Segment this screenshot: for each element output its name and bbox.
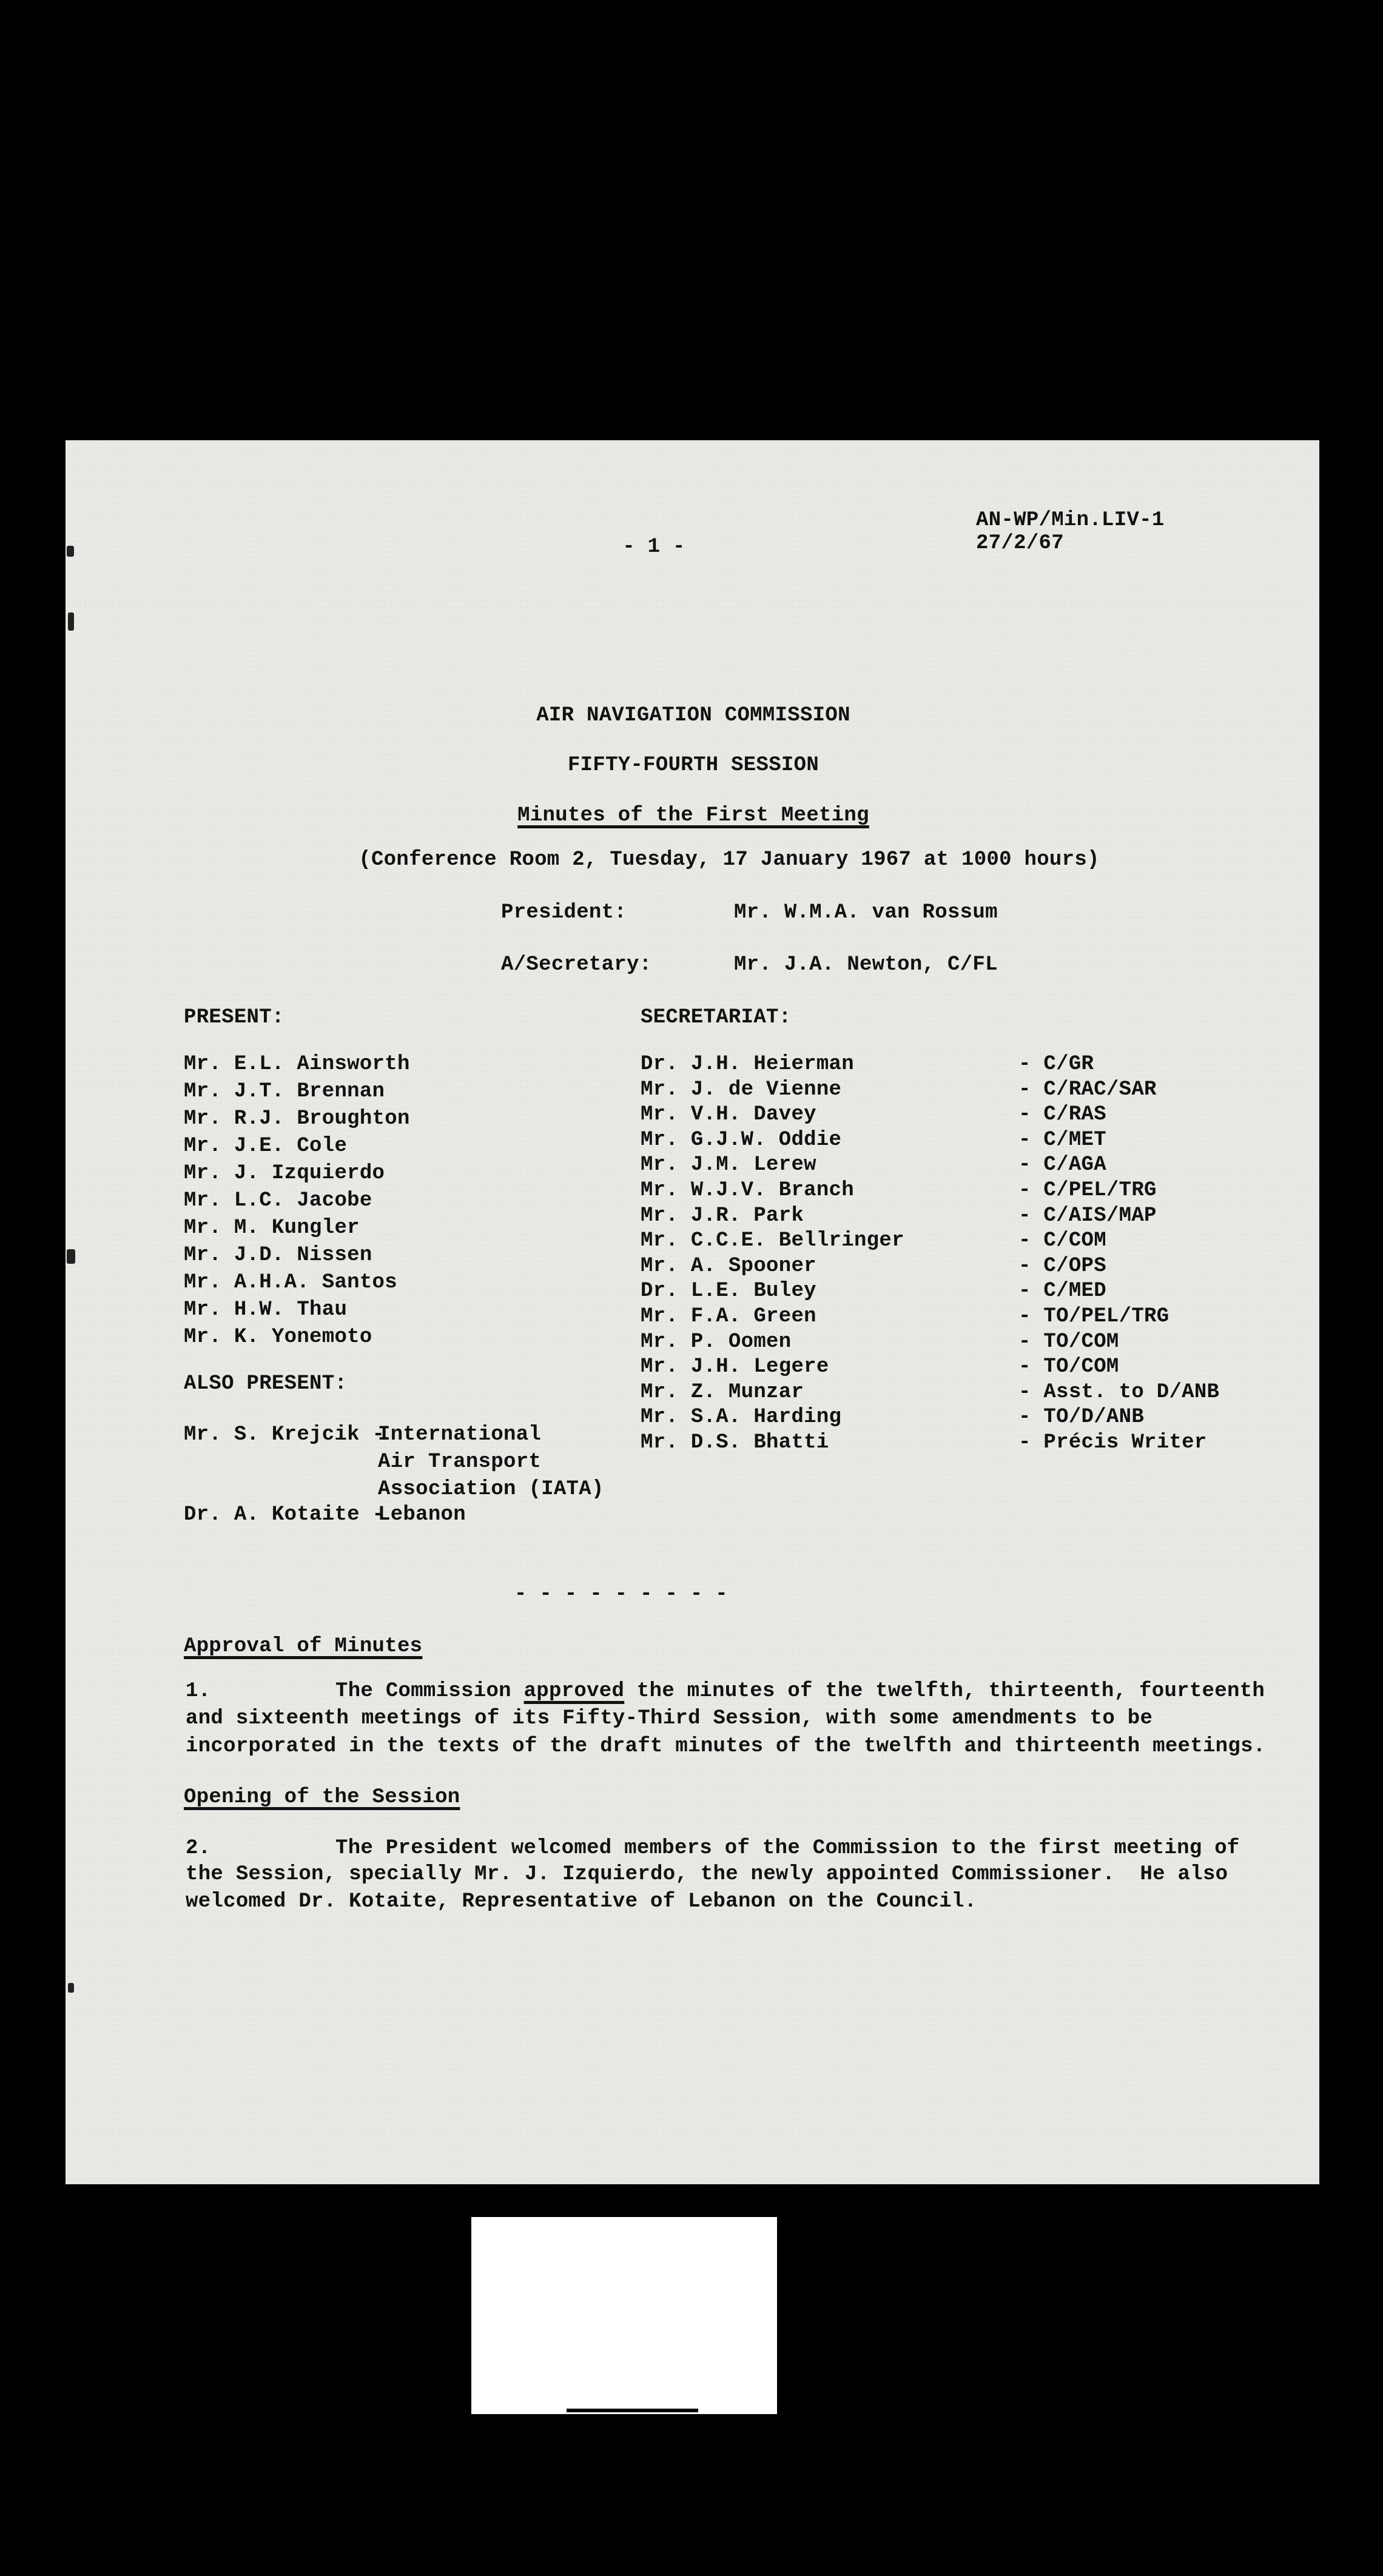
present-member: Mr. J.D. Nissen: [184, 1244, 372, 1267]
secretariat-member-name: Mr. J.R. Park: [641, 1204, 804, 1227]
blank-target-card: [471, 2217, 777, 2414]
session-title: FIFTY-FOURTH SESSION: [567, 754, 819, 777]
secretariat-member-name: Mr. Z. Munzar: [641, 1380, 804, 1404]
paragraph-number: 2.: [186, 1837, 211, 1860]
margin-mark: [67, 1249, 75, 1264]
paragraph-2-line: The President welcomed members of the Commission to the first meeting of: [335, 1837, 1240, 1860]
secretariat-member-post: - C/AIS/MAP: [1018, 1204, 1157, 1227]
paragraph-number: 1.: [186, 1680, 211, 1703]
secretariat-member-name: Mr. D.S. Bhatti: [641, 1431, 829, 1454]
also-present-org: Air Transport: [378, 1451, 542, 1474]
secretariat-member-name: Mr. V.H. Davey: [641, 1103, 816, 1127]
secretariat-member-name: Mr. F.A. Green: [641, 1305, 816, 1328]
present-member: Mr. H.W. Thau: [184, 1298, 348, 1321]
secretary-label: A/Secretary:: [501, 953, 652, 976]
meeting-title: Minutes of the First Meeting: [517, 804, 869, 827]
secretariat-member-name: Mr. J. de Vienne: [641, 1078, 842, 1101]
secretariat-member-name: Mr. A. Spooner: [641, 1254, 816, 1278]
president-name: Mr. W.M.A. van Rossum: [734, 901, 998, 924]
secretariat-member-post: - C/MED: [1018, 1280, 1106, 1303]
secretary-name: Mr. J.A. Newton, C/FL: [734, 953, 998, 976]
paragraph-1-line: and sixteenth meetings of its Fifty-Third Session, with some amendments to be: [186, 1707, 1153, 1730]
also-present-org: International: [378, 1423, 542, 1446]
text: the minutes of the twelfth, thirteenth, fourteenth: [624, 1680, 1265, 1703]
secretariat-member-name: Mr. J.H. Legere: [641, 1355, 829, 1379]
secretariat-member-name: Mr. G.J.W. Oddie: [641, 1128, 842, 1152]
secretariat-member-name: Mr. S.A. Harding: [641, 1406, 842, 1429]
secretariat-member-post: - C/PEL/TRG: [1018, 1179, 1157, 1202]
present-member: Mr. J.E. Cole: [184, 1135, 348, 1158]
document-reference: AN-WP/Min.LIV-1: [976, 509, 1165, 532]
present-member: Mr. J.T. Brennan: [184, 1080, 385, 1103]
secretariat-member-post: - C/OPS: [1018, 1254, 1106, 1278]
paragraph-1-line: incorporated in the texts of the draft minutes of the twelfth and thirteenth meetings.: [186, 1735, 1266, 1758]
present-heading: PRESENT:: [184, 1006, 284, 1029]
secretariat-member-post: - C/COM: [1018, 1229, 1106, 1253]
paragraph-2-line: the Session, specially Mr. J. Izquierdo, the newly appointed Commissioner. He also: [186, 1863, 1228, 1886]
secretariat-member-post: - TO/COM: [1018, 1330, 1119, 1353]
film-mark: [567, 2409, 698, 2412]
section-heading-opening: Opening of the Session: [184, 1786, 460, 1809]
secretariat-member-post: - C/AGA: [1018, 1153, 1106, 1177]
president-label: President:: [501, 901, 627, 924]
present-member: Mr. E.L. Ainsworth: [184, 1053, 410, 1076]
commission-title: AIR NAVIGATION COMMISSION: [536, 704, 850, 727]
also-present-org: Association (IATA): [378, 1478, 604, 1501]
secretariat-member-post: - TO/D/ANB: [1018, 1406, 1145, 1429]
section-heading-approval: Approval of Minutes: [184, 1635, 423, 1658]
page-number: - 1 -: [622, 535, 685, 558]
secretariat-member-name: Mr. W.J.V. Branch: [641, 1179, 854, 1202]
margin-mark: [68, 612, 74, 631]
secretariat-member-post: - C/RAS: [1018, 1103, 1106, 1127]
present-member: Mr. M. Kungler: [184, 1216, 360, 1239]
text: The Commission: [335, 1680, 524, 1703]
secretariat-member-name: Dr. J.H. Heierman: [641, 1053, 854, 1076]
also-present-org: Lebanon: [378, 1503, 466, 1526]
present-member: Mr. L.C. Jacobe: [184, 1189, 372, 1212]
section-separator: - - - - - - - - -: [514, 1583, 728, 1606]
present-member: Mr. R.J. Broughton: [184, 1107, 410, 1130]
present-member: Mr. J. Izquierdo: [184, 1162, 385, 1185]
also-present-heading: ALSO PRESENT:: [184, 1372, 348, 1395]
also-present-name: Mr. S. Krejcik -: [184, 1423, 385, 1446]
secretariat-member-post: - Asst. to D/ANB: [1018, 1380, 1220, 1404]
paragraph-1-line: [335, 1678, 1265, 1705]
secretariat-member-post: - TO/COM: [1018, 1355, 1119, 1379]
secretariat-member-post: - Précis Writer: [1018, 1431, 1207, 1454]
meeting-details: (Conference Room 2, Tuesday, 17 January 1967 at 1000 hours): [358, 848, 1100, 871]
secretariat-member-name: Mr. P. Oomen: [641, 1330, 792, 1353]
secretariat-member-name: Mr. J.M. Lerew: [641, 1153, 816, 1177]
document-date: 27/2/67: [976, 532, 1064, 555]
secretariat-member-post: - C/MET: [1018, 1128, 1106, 1152]
secretariat-member-name: Dr. L.E. Buley: [641, 1280, 816, 1303]
also-present-name: Dr. A. Kotaite -: [184, 1503, 385, 1526]
secretariat-member-name: Mr. C.C.E. Bellringer: [641, 1229, 904, 1253]
margin-mark: [67, 546, 74, 557]
present-member: Mr. A.H.A. Santos: [184, 1271, 397, 1294]
paragraph-2-line: welcomed Dr. Kotaite, Representative of Lebanon on the Council.: [186, 1890, 977, 1913]
secretariat-heading: SECRETARIAT:: [641, 1006, 792, 1029]
secretariat-member-post: - TO/PEL/TRG: [1018, 1305, 1169, 1328]
present-member: Mr. K. Yonemoto: [184, 1326, 372, 1349]
secretariat-member-post: - C/RAC/SAR: [1018, 1078, 1157, 1101]
margin-mark: [68, 1983, 74, 1993]
secretariat-member-post: - C/GR: [1018, 1053, 1094, 1076]
emphasis-approved: approved: [523, 1680, 625, 1703]
